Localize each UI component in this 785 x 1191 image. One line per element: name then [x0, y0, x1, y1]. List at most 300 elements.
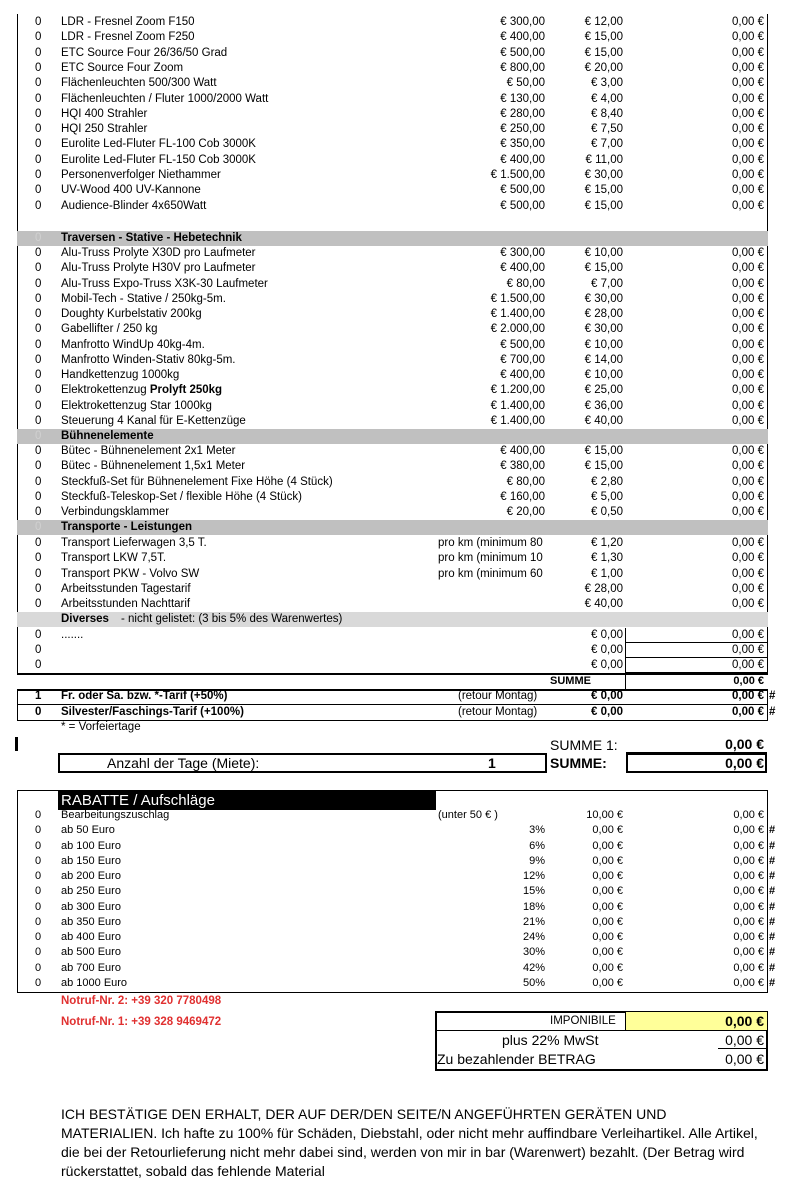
item-name: ab 500 Euro — [61, 946, 121, 959]
table-row — [0, 137, 785, 152]
qty-cell: 0 — [35, 644, 42, 656]
qty-cell: 1 — [35, 690, 42, 702]
percent-cell: 50% — [522, 976, 545, 989]
price-cell: € 1.400,00 — [490, 414, 545, 427]
table-row — [0, 61, 785, 76]
hash-mark: # — [769, 885, 776, 898]
table-row — [0, 414, 785, 429]
item-name: Manfrotto Winden-Stativ 80kg-5m. — [61, 353, 236, 366]
hash-mark: # — [769, 690, 776, 702]
hash-mark: # — [769, 839, 776, 852]
item-name: Alu-Truss Prolyte H30V pro Laufmeter — [61, 262, 256, 275]
item-name: ETC Source Four Zoom — [61, 61, 184, 74]
item-name: ab 100 Euro — [61, 839, 121, 852]
total-cell: 0,00 € — [732, 506, 764, 518]
table-row — [0, 945, 785, 960]
section-title: Bühnenelemente — [61, 430, 154, 442]
daily-rate-cell: € 25,00 — [584, 384, 623, 397]
daily-rate-cell: € 15,00 — [584, 31, 623, 44]
table-row — [0, 30, 785, 45]
total-cell: 0,00 € — [732, 567, 764, 580]
hash-mark: # — [769, 976, 776, 989]
note-cell: (retour Montag) — [458, 706, 538, 718]
qty-cell: 0 — [35, 369, 42, 381]
daily-rate-cell: € 15,00 — [584, 262, 623, 275]
total-cell: 0,00 € — [732, 123, 764, 136]
mwst-underline — [718, 1048, 766, 1049]
betrag-value: 0,00 € — [725, 1051, 764, 1067]
item-name: UV-Wood 400 UV-Kannone — [61, 184, 201, 197]
item-name: ab 350 Euro — [61, 915, 121, 928]
table-row — [0, 689, 785, 704]
daily-rate-cell: € 28,00 — [584, 582, 623, 595]
item-name: Arbeitsstunden Nachttarif — [61, 598, 191, 610]
total-cell: 0,00 € — [732, 92, 764, 105]
table-row — [0, 183, 785, 198]
total-cell: 0,00 € — [733, 900, 764, 913]
table-row — [0, 839, 785, 854]
qty-cell: 0 — [35, 338, 42, 351]
price-cell: € 80,00 — [506, 475, 545, 488]
daily-rate-cell: € 4,00 — [591, 92, 623, 105]
total-cell: 0,00 € — [732, 262, 764, 275]
value-cell: 0,00 € — [592, 961, 623, 974]
daily-rate-cell: € 30,00 — [584, 323, 623, 336]
hash-mark: # — [769, 946, 776, 959]
item-name: ab 400 Euro — [61, 931, 121, 943]
table-row — [0, 46, 785, 61]
item-name: Steckfuß-Teleskop-Set / flexible Höhe (4 Stück) — [61, 490, 302, 503]
value-cell: 0,00 € — [592, 900, 623, 913]
item-name: Bütec - Bühnenelement 2x1 Meter — [61, 445, 236, 457]
item-name: Transport PKW - Volvo SW — [61, 567, 200, 580]
price-cell: € 500,00 — [500, 199, 545, 212]
item-name: Manfrotto WindUp 40kg-4m. — [61, 338, 205, 351]
price-cell: € 20,00 — [506, 506, 545, 518]
daily-rate-cell: € 7,00 — [591, 277, 623, 290]
table-row — [0, 505, 785, 520]
table-row — [0, 475, 785, 490]
item-name: Fr. oder Sa. bzw. *-Tarif (+50%) — [61, 690, 228, 702]
daily-rate-cell: € 28,00 — [584, 308, 623, 320]
hash-mark: # — [769, 870, 776, 882]
total-cell: 0,00 € — [733, 915, 764, 928]
total-cell: 0,00 € — [732, 338, 764, 351]
total-cell: 0,00 € — [732, 77, 764, 90]
total-cell: 0,00 € — [732, 384, 764, 397]
total-cell: 0,00 € — [733, 946, 764, 959]
hash-mark: # — [769, 824, 776, 837]
daily-rate-cell: € 20,00 — [584, 61, 623, 74]
total-cell: 0,00 € — [732, 706, 764, 718]
section-transporte: 0 Transporte - Leistungen — [17, 520, 768, 535]
hash-mark: # — [769, 854, 776, 867]
daily-rate-cell: € 36,00 — [584, 399, 623, 412]
table-row — [0, 15, 785, 30]
daily-rate-cell: € 0,00 — [591, 659, 623, 671]
daily-rate-cell: € 10,00 — [584, 338, 623, 351]
item-name: Audience-Blinder 4x650Watt — [61, 199, 207, 212]
item-name: Mobil-Tech - Stative / 250kg-5m. — [61, 292, 226, 305]
table-row — [0, 444, 785, 459]
total-cell: 0,00 € — [732, 46, 764, 59]
total-cell: 0,00 € — [732, 659, 764, 671]
qty-cell: 0 — [35, 961, 42, 974]
item-name: Transport Lieferwagen 3,5 T. — [61, 537, 207, 549]
hash-mark: # — [769, 706, 776, 718]
total-cell: 0,00 € — [732, 445, 764, 457]
qty-cell: 0 — [35, 277, 42, 290]
item-name: ETC Source Four 26/36/50 Grad — [61, 46, 228, 59]
table-row — [0, 976, 785, 991]
daily-rate-cell: € 40,00 — [584, 414, 623, 427]
item-name: HQI 400 Strahler — [61, 107, 148, 120]
qty-cell: 0 — [35, 552, 42, 565]
item-name: Steuerung 4 Kanal für E-Kettenzüge — [61, 414, 246, 427]
item-name: Elektrokettenzug Prolyft 250kg — [61, 384, 223, 397]
table-row — [0, 900, 785, 915]
price-cell: € 380,00 — [500, 460, 545, 473]
percent-cell: 12% — [522, 870, 545, 882]
price-cell: € 160,00 — [500, 490, 545, 503]
item-name: Bearbeitungszuschlag — [61, 809, 170, 821]
item-name: ab 300 Euro — [61, 900, 121, 913]
section-title: Transporte - Leistungen — [61, 521, 192, 533]
qty-cell: 0 — [35, 931, 42, 943]
daily-rate-cell: € 0,00 — [591, 644, 623, 656]
table-row — [0, 628, 785, 643]
total-cell: 0,00 € — [732, 552, 764, 565]
item-name-bold: Prolyft 250kg — [149, 384, 223, 397]
value-cell: 0,00 € — [592, 839, 623, 852]
item-name: Verbindungsklammer — [61, 506, 170, 518]
daily-rate-cell: € 15,00 — [584, 46, 623, 59]
percent-cell: 30% — [522, 946, 545, 959]
daily-rate-cell: € 14,00 — [584, 353, 623, 366]
summe1-label: SUMME 1: — [550, 737, 618, 753]
percent-cell: 24% — [522, 931, 545, 943]
total-cell: 0,00 € — [733, 961, 764, 974]
price-cell: € 1.400,00 — [490, 308, 545, 320]
table-row — [0, 307, 785, 322]
item-name: ab 250 Euro — [61, 885, 121, 898]
price-cell: € 1.400,00 — [490, 399, 545, 412]
item-name: Doughty Kurbelstativ 200kg — [61, 308, 202, 320]
table-row — [0, 823, 785, 838]
qty-cell: 0 — [35, 475, 42, 488]
price-cell: € 300,00 — [500, 16, 545, 28]
daily-rate-cell: € 0,50 — [591, 506, 623, 518]
unit-cell: pro km (minimum 10 — [438, 552, 543, 565]
total-cell: 0,00 € — [732, 598, 764, 610]
summe-row — [0, 674, 785, 689]
total-cell: 0,00 € — [733, 854, 764, 867]
total-cell: 0,00 € — [732, 153, 764, 166]
summe1-value: 0,00 € — [725, 736, 764, 752]
note-cell: (retour Montag) — [458, 690, 538, 702]
qty-cell: 0 — [35, 46, 42, 59]
qty-cell: 0 — [35, 824, 42, 837]
total-cell: 0,00 € — [732, 308, 764, 320]
table-row — [0, 915, 785, 930]
daily-rate-cell: € 15,00 — [584, 184, 623, 197]
daily-rate-cell: € 5,00 — [591, 490, 623, 503]
qty-cell: 0 — [35, 506, 42, 518]
hash-mark: # — [769, 931, 776, 943]
total-cell: 0,00 € — [733, 824, 764, 837]
qty-cell: 0 — [35, 598, 42, 610]
total-cell: 0,00 € — [732, 629, 764, 641]
percent-cell: 42% — [522, 961, 545, 974]
qty-cell: 0 — [35, 414, 42, 427]
left-marker — [15, 737, 18, 751]
percent-cell: 15% — [522, 885, 545, 898]
hash-mark: # — [769, 961, 776, 974]
summe-total-value: 0,00 € — [725, 755, 764, 771]
daily-rate-cell: € 0,00 — [591, 690, 623, 702]
qty-cell: 0 — [35, 384, 42, 397]
price-cell: € 1.500,00 — [490, 169, 545, 181]
daily-rate-cell: € 7,50 — [591, 123, 623, 136]
price-cell: € 1.500,00 — [490, 292, 545, 305]
table-row — [0, 277, 785, 292]
table-row — [0, 76, 785, 91]
daily-rate-cell: € 0,00 — [591, 706, 623, 718]
total-cell: 0,00 € — [732, 61, 764, 74]
section-buehne: 0 Bühnenelemente — [17, 429, 768, 444]
table-row — [0, 399, 785, 414]
table-row — [0, 567, 785, 582]
daily-rate-cell: € 1,00 — [591, 567, 623, 580]
daily-rate-cell: € 1,30 — [591, 552, 623, 565]
table-row — [0, 322, 785, 337]
section-traversen: 0 Traversen - Stative - Hebetechnik — [17, 231, 768, 246]
table-row — [0, 643, 785, 658]
qty-cell: 0 — [35, 199, 42, 212]
item-name: ....... — [61, 629, 84, 641]
qty-cell: 0 — [35, 854, 42, 867]
total-cell: 0,00 € — [732, 690, 764, 702]
total-cell: 0,00 € — [732, 644, 764, 656]
qty-cell: 0 — [35, 292, 42, 305]
daily-rate-cell: € 2,80 — [591, 475, 623, 488]
table-row — [0, 597, 785, 612]
daily-rate-cell: € 15,00 — [584, 199, 623, 212]
table-row — [0, 353, 785, 368]
qty-cell: 0 — [35, 490, 42, 503]
table-row — [0, 199, 785, 214]
total-cell: 0,00 € — [732, 582, 764, 595]
total-cell: 0,00 € — [732, 292, 764, 305]
daily-rate-cell: € 1,20 — [591, 537, 623, 549]
daily-rate-cell: € 15,00 — [584, 445, 623, 457]
percent-cell: 9% — [529, 854, 545, 867]
qty-cell: 0 — [35, 885, 42, 898]
qty-cell: 0 — [35, 915, 42, 928]
table-row — [0, 961, 785, 976]
notruf-2: Notruf-Nr. 2: +39 320 7780498 — [61, 995, 222, 1007]
section-note: - nicht gelistet: (3 bis 5% des Warenwertes) — [121, 613, 343, 625]
price-cell: € 400,00 — [500, 153, 545, 166]
daily-rate-cell: € 12,00 — [584, 16, 623, 28]
price-cell: € 300,00 — [500, 247, 545, 259]
qty-cell: 0 — [35, 353, 42, 366]
total-cell: 0,00 € — [732, 277, 764, 290]
table-row — [0, 884, 785, 899]
betrag-label: Zu bezahlender BETRAG — [437, 1051, 596, 1067]
qty-cell: 0 — [35, 567, 42, 580]
item-name: LDR - Fresnel Zoom F150 — [61, 16, 195, 28]
daily-rate-cell: € 8,40 — [591, 107, 623, 120]
price-cell: € 2.000,00 — [490, 323, 545, 336]
qty-cell: 0 — [35, 976, 42, 989]
item-name: ab 150 Euro — [61, 854, 121, 867]
qty-cell: 0 — [35, 262, 42, 275]
vorfeiertage-note: * = Vorfeiertage — [61, 721, 141, 733]
price-cell: € 130,00 — [500, 92, 545, 105]
qty-cell: 0 — [35, 323, 42, 336]
item-name: Steckfuß-Set für Bühnenelement Fixe Höhe (4 Stück) — [61, 475, 333, 488]
daily-rate-cell: € 3,00 — [591, 77, 623, 90]
item-name: Transport LKW 7,5T. — [61, 552, 167, 565]
item-name: HQI 250 Strahler — [61, 123, 148, 136]
item-name: Arbeitsstunden Tagestarif — [61, 582, 191, 595]
item-name: ab 50 Euro — [61, 824, 115, 837]
qty-cell: 0 — [35, 123, 42, 136]
qty-cell: 0 — [35, 445, 42, 457]
section-title: Diverses — [61, 613, 109, 625]
notruf-1: Notruf-Nr. 1: +39 328 9469472 — [61, 1016, 222, 1028]
qty-cell: 0 — [35, 629, 42, 641]
total-cell: 0,00 € — [733, 931, 764, 943]
qty-cell: 0 — [35, 706, 42, 718]
qty-cell: 0 — [35, 107, 42, 120]
value-cell: 0,00 € — [592, 854, 623, 867]
daily-rate-cell: € 40,00 — [584, 598, 623, 610]
table-row — [0, 854, 785, 869]
qty-cell: 0 — [35, 138, 42, 151]
item-name: Personenverfolger Niethammer — [61, 169, 221, 181]
hash-mark: # — [769, 915, 776, 928]
daily-rate-cell: € 10,00 — [584, 247, 623, 259]
daily-rate-cell: € 10,00 — [584, 369, 623, 381]
price-cell: € 250,00 — [500, 123, 545, 136]
price-cell: € 400,00 — [500, 445, 545, 457]
qty-cell: 0 — [35, 537, 42, 549]
item-name: Eurolite Led-Fluter FL-150 Cob 3000K — [61, 153, 256, 166]
section-diverses — [17, 612, 768, 627]
daily-rate-cell: € 11,00 — [585, 153, 623, 166]
qty-cell: 0 — [35, 870, 42, 882]
price-cell: € 500,00 — [500, 338, 545, 351]
note-cell: (unter 50 € ) — [438, 809, 498, 821]
table-row — [0, 368, 785, 383]
item-name: Alu-Truss Prolyte X30D pro Laufmeter — [61, 247, 256, 259]
qty-cell: 0 — [35, 184, 42, 197]
imponibile-value: 0,00 € — [725, 1013, 764, 1029]
daily-rate-cell: € 7,00 — [591, 138, 623, 151]
price-cell: € 80,00 — [506, 277, 545, 290]
qty-cell: 0 — [35, 308, 42, 320]
summe-value: 0,00 € — [733, 675, 764, 687]
total-cell: 0,00 € — [732, 184, 764, 197]
price-cell: € 500,00 — [500, 184, 545, 197]
value-cell: 0,00 € — [592, 870, 623, 882]
total-cell: 0,00 € — [732, 353, 764, 366]
daily-rate-cell: € 30,00 — [584, 169, 623, 181]
total-cell: 0,00 € — [732, 399, 764, 412]
qty-cell: 0 — [35, 92, 42, 105]
value-cell: 0,00 € — [592, 915, 623, 928]
section-title: Traversen - Stative - Hebetechnik — [61, 232, 242, 244]
table-row — [0, 536, 785, 551]
price-cell: € 280,00 — [500, 107, 545, 120]
item-name: ab 700 Euro — [61, 961, 121, 974]
total-cell: 0,00 € — [732, 107, 764, 120]
item-name: Alu-Truss Expo-Truss X3K-30 Laufmeter — [61, 277, 268, 290]
hash-mark: # — [769, 900, 776, 913]
daily-rate-cell: € 30,00 — [584, 292, 623, 305]
value-cell: 0,00 € — [592, 885, 623, 898]
item-name: Gabellifter / 250 kg — [61, 323, 158, 336]
table-row — [0, 261, 785, 276]
table-row — [0, 246, 785, 261]
item-name: ab 1000 Euro — [61, 976, 128, 989]
total-cell: 0,00 € — [732, 537, 764, 549]
item-name: Handkettenzug 1000kg — [61, 369, 180, 381]
item-name: Elektrokettenzug Star 1000kg — [61, 399, 212, 412]
price-cell: € 1.200,00 — [490, 384, 545, 397]
table-row — [0, 869, 785, 884]
qty-cell: 0 — [35, 659, 42, 671]
table-row — [0, 808, 785, 823]
table-row — [0, 383, 785, 398]
table-row — [0, 582, 785, 597]
total-cell: 0,00 € — [733, 839, 764, 852]
table-row — [0, 490, 785, 505]
price-cell: € 350,00 — [500, 138, 545, 151]
total-cell: 0,00 € — [733, 870, 764, 882]
price-cell: € 700,00 — [500, 353, 545, 366]
unit-cell: pro km (minimum 80 — [438, 537, 543, 549]
summe-label: SUMME — [550, 675, 591, 687]
total-cell: 0,00 € — [732, 138, 764, 151]
table-row — [0, 153, 785, 168]
total-cell: 0,00 € — [732, 369, 764, 381]
table-row — [0, 168, 785, 183]
price-cell: € 50,00 — [506, 77, 545, 90]
qty-cell: 0 — [35, 460, 42, 473]
price-cell: € 400,00 — [500, 262, 545, 275]
table-row — [0, 92, 785, 107]
total-cell: 0,00 € — [732, 490, 764, 503]
price-cell: € 800,00 — [500, 61, 545, 74]
imponibile-underline — [437, 1030, 767, 1031]
price-cell: € 400,00 — [500, 369, 545, 381]
item-name: Flächenleuchten / Fluter 1000/2000 Watt — [61, 92, 269, 105]
item-name: LDR - Fresnel Zoom F250 — [61, 31, 195, 44]
item-name: ab 200 Euro — [61, 870, 121, 882]
qty-cell: 0 — [35, 169, 42, 181]
qty-cell: 0 — [35, 247, 42, 259]
qty-cell: 0 — [35, 946, 42, 959]
mwst-label: plus 22% MwSt — [502, 1032, 599, 1048]
item-name: Flächenleuchten 500/300 Watt — [61, 77, 217, 90]
item-name: Silvester/Faschings-Tarif (+100%) — [61, 706, 244, 718]
table-row — [0, 292, 785, 307]
daily-rate-cell: € 15,00 — [584, 460, 623, 473]
mwst-value: 0,00 € — [725, 1032, 764, 1048]
